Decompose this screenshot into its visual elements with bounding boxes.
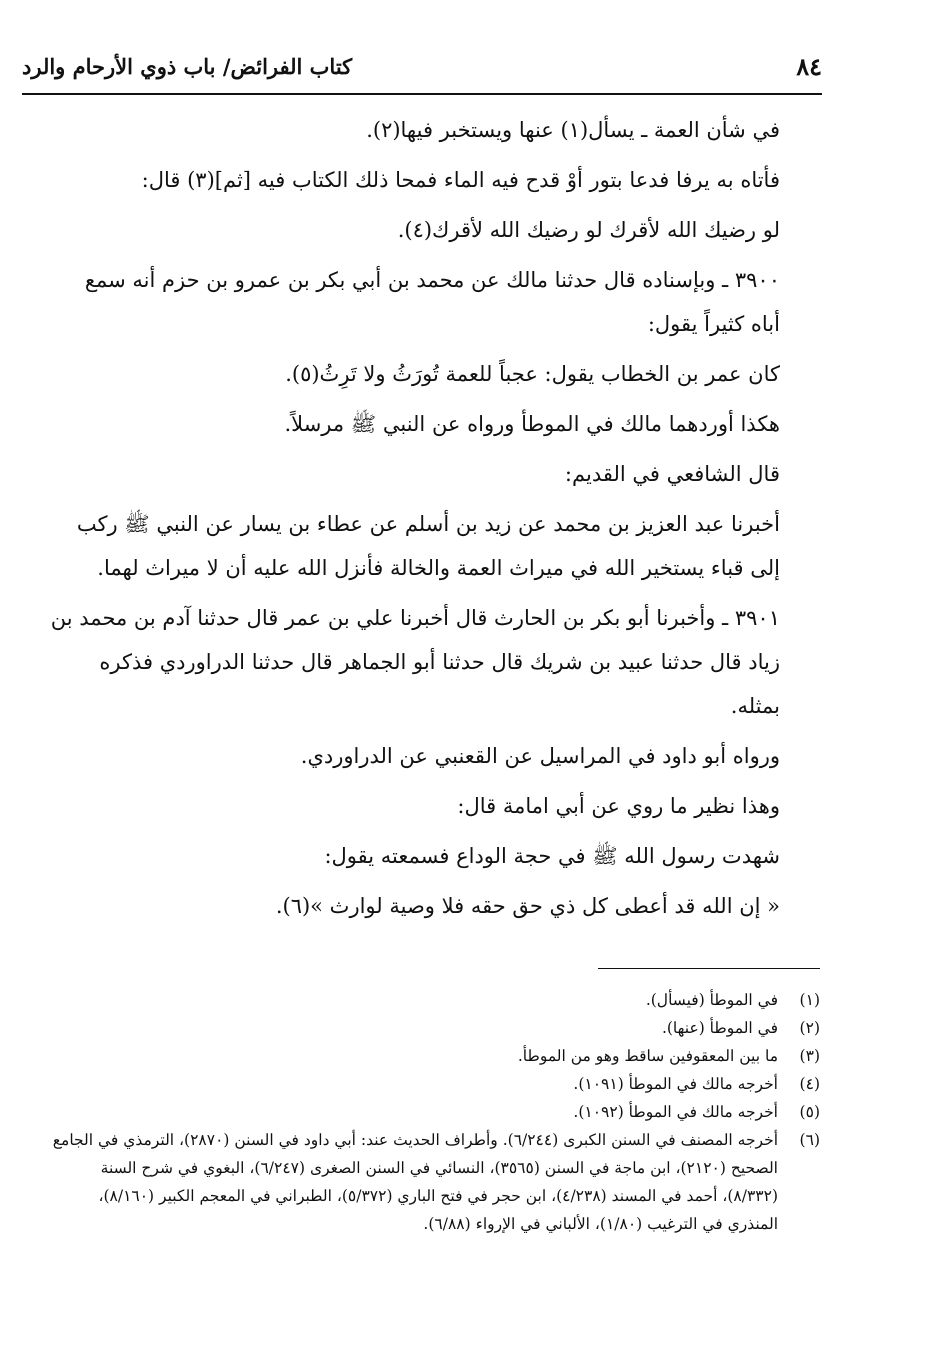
paragraph: « إن الله قد أعطى كل ذي حق حقه فلا وصية لوارث »(٦). [275, 894, 780, 918]
footnote [50, 1126, 820, 1238]
footnote-number: (٥) [799, 1103, 820, 1121]
paragraph: هكذا أوردهما مالك في الموطأ ورواه عن النبي ﷺ مرسلاً. [284, 412, 780, 436]
footnote [50, 1014, 820, 1042]
paragraph: قال الشافعي في القديم: [564, 462, 780, 486]
footnote-text: في الموطأ (فيسأل). [645, 991, 778, 1009]
hadith-paragraph: ٣٩٠١ ـ وأخبرنا أبو بكر بن الحارث قال أخبرنا علي بن عمر قال حدثنا آدم بن محمد بن زياد قال حدثنا عبيد بن شريك قال حدثنا أبو الجماهر قال حدثنا الدراوردي فذكره بمثله. [50, 606, 780, 718]
paragraph: أخبرنا عبد العزيز بن محمد عن زيد بن أسلم عن عطاء بن يسار عن النبي ﷺ ركب إلى قباء يستخير الله في ميراث العمة والخالة فأنزل الله عليه أن لا ميراث لهما. [76, 512, 780, 580]
footnote-text: أخرجه مالك في الموطأ (١٠٩٢). [573, 1103, 778, 1121]
running-title: كتاب الفرائض/ باب ذوي الأرحام والرد [22, 54, 353, 79]
paragraph: فأتاه به يرفا فدعا بتور أوْ قدح فيه الماء فمحا ذلك الكتاب فيه [ثم](٣) قال: [141, 168, 780, 192]
footnote-number: (٤) [799, 1075, 820, 1093]
page-number: ٨٤ [796, 52, 822, 81]
footnote-text: أخرجه المصنف في السنن الكبرى (٦/٢٤٤). وأطراف الحديث عند: أبي داود في السنن (٢٨٧٠)، الترمذي في الجامع الصحيح (٢١٢٠)، ابن ماجة في السنن (٣٥٦٥)، النسائي في السنن الصغرى (٦/٢٤٧)، البغوي في شرح السنة (٨/٣٣٢)، أحمد في المسند (٤/٢٣٨)، ابن حجر في فتح الباري (٥/٣٧٢)، الطبراني في المعجم الكبير (٨/١٦٠)، المنذري في الترغيب (١/٨٠)، الألباني في الإرواء (٦/٨٨). [52, 1131, 778, 1233]
footnote [50, 1070, 820, 1098]
footnote-number: (٦) [799, 1131, 820, 1149]
footnote-text: ما بين المعقوفين ساقط وهو من الموطأ. [517, 1047, 778, 1065]
paragraph: وهذا نظير ما روي عن أبي امامة قال: [457, 794, 780, 818]
paragraph: ورواه أبو داود في المراسيل عن القعنبي عن الدراوردي. [300, 744, 780, 768]
paragraph: كان عمر بن الخطاب يقول: عجباً للعمة تُورَثُ ولا تَرِثُ(٥). [285, 362, 780, 386]
paragraph: شهدت رسول الله ﷺ في حجة الوداع فسمعته يقول: [324, 844, 780, 868]
footnote [50, 1098, 820, 1126]
footnote-number: (١) [799, 991, 820, 1009]
footnote-number: (٢) [799, 1019, 820, 1037]
footnote-divider [598, 968, 820, 969]
footnote-number: (٣) [799, 1047, 820, 1065]
paragraph: لو رضيك الله لأقرك لو رضيك الله لأقرك(٤). [397, 218, 780, 242]
page-header [22, 48, 822, 92]
header-divider [22, 93, 822, 95]
footnote [50, 986, 820, 1014]
footnote [50, 1042, 820, 1070]
paragraph: في شأن العمة ـ يسأل(١) عنها ويستخبر فيها(٢). [366, 118, 780, 142]
hadith-paragraph: ٣٩٠٠ ـ وبإسناده قال حدثنا مالك عن محمد بن أبي بكر بن عمرو بن حزم أنه سمع أباه كثيراً يقول: [84, 268, 780, 336]
main-text [50, 108, 818, 928]
footnote-text: في الموطأ (عنها). [661, 1019, 778, 1037]
footnote-text: أخرجه مالك في الموطأ (١٠٩١). [573, 1075, 778, 1093]
footnotes [50, 986, 820, 1238]
